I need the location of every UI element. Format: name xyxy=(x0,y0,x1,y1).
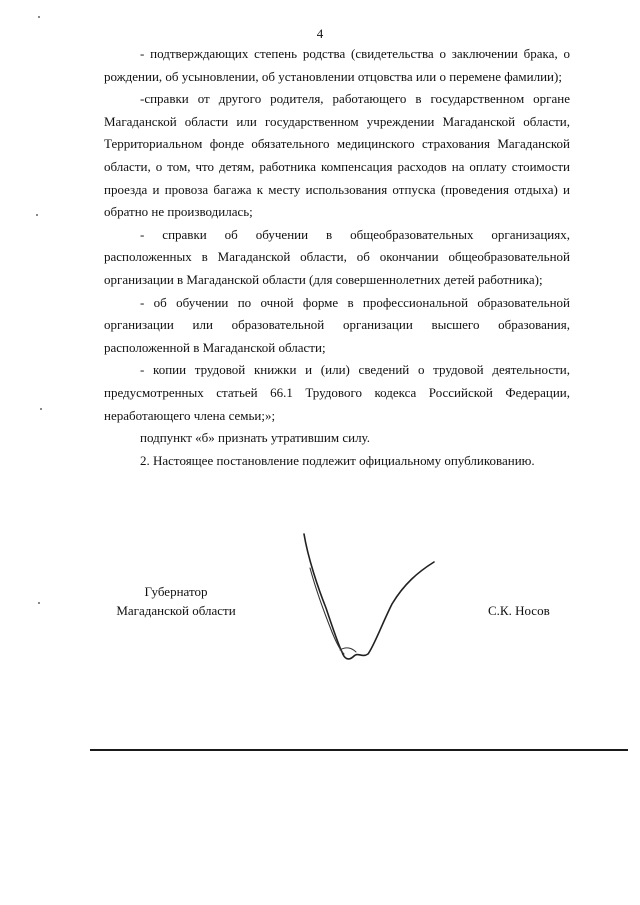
document-body xyxy=(104,43,570,472)
scan-speck xyxy=(36,214,38,216)
paragraph-employment-record: - копии трудовой книжки и (или) сведений о трудовой деятельности, предусмотренных статьей 66.1 Трудового кодекса Российской Федерации, неработающего члена семьи;»; xyxy=(104,362,570,423)
signatory-title-line1: Губернатор xyxy=(144,584,208,599)
handwritten-signature xyxy=(296,528,446,668)
paragraph-publication: 2. Настоящее постановление подлежит официальному опубликованию. xyxy=(140,452,535,468)
paragraph-other-parent-certificate: -справки от другого родителя, работающего в государственном органе Магаданской области или государственном учреждении Магаданской области, Территориальном фонде обязательного медицинского страхования Магаданской области, о том, что детям, работника компенсация расходов на оплату стоимости проезда и провоза багажа к месту использования отпуска (проведения отдыха) и обратно не производилась; xyxy=(104,91,570,220)
signatory-name: С.К. Носов xyxy=(488,603,550,618)
paragraph-subclause-b: подпункт «б» признать утратившим силу. xyxy=(140,430,371,446)
page-number: 4 xyxy=(316,26,324,41)
footer-rule xyxy=(90,749,628,751)
scan-speck xyxy=(40,408,42,410)
paragraph-school-certificate: - справки об обучении в общеобразовательных организациях, расположенных в Магаданской области, об окончании общеобразовательной организации в Магаданской области (для совершеннолетних детей работника); xyxy=(104,226,570,287)
scan-speck xyxy=(38,602,40,604)
signatory-title-line2: Магаданской области xyxy=(116,603,236,618)
signatory-title xyxy=(96,582,256,620)
paragraph-kinship-documents: - подтверждающих степень родства (свидетельства о заключении брака, о рождении, об усыновлении, об установлении отцовства или о перемене фамилии); xyxy=(104,46,570,84)
scan-speck xyxy=(38,16,40,18)
paragraph-fulltime-study: - об обучении по очной форме в профессиональной образовательной организации или образовательной организации высшего образования, расположенной в Магаданской области; xyxy=(104,294,570,355)
